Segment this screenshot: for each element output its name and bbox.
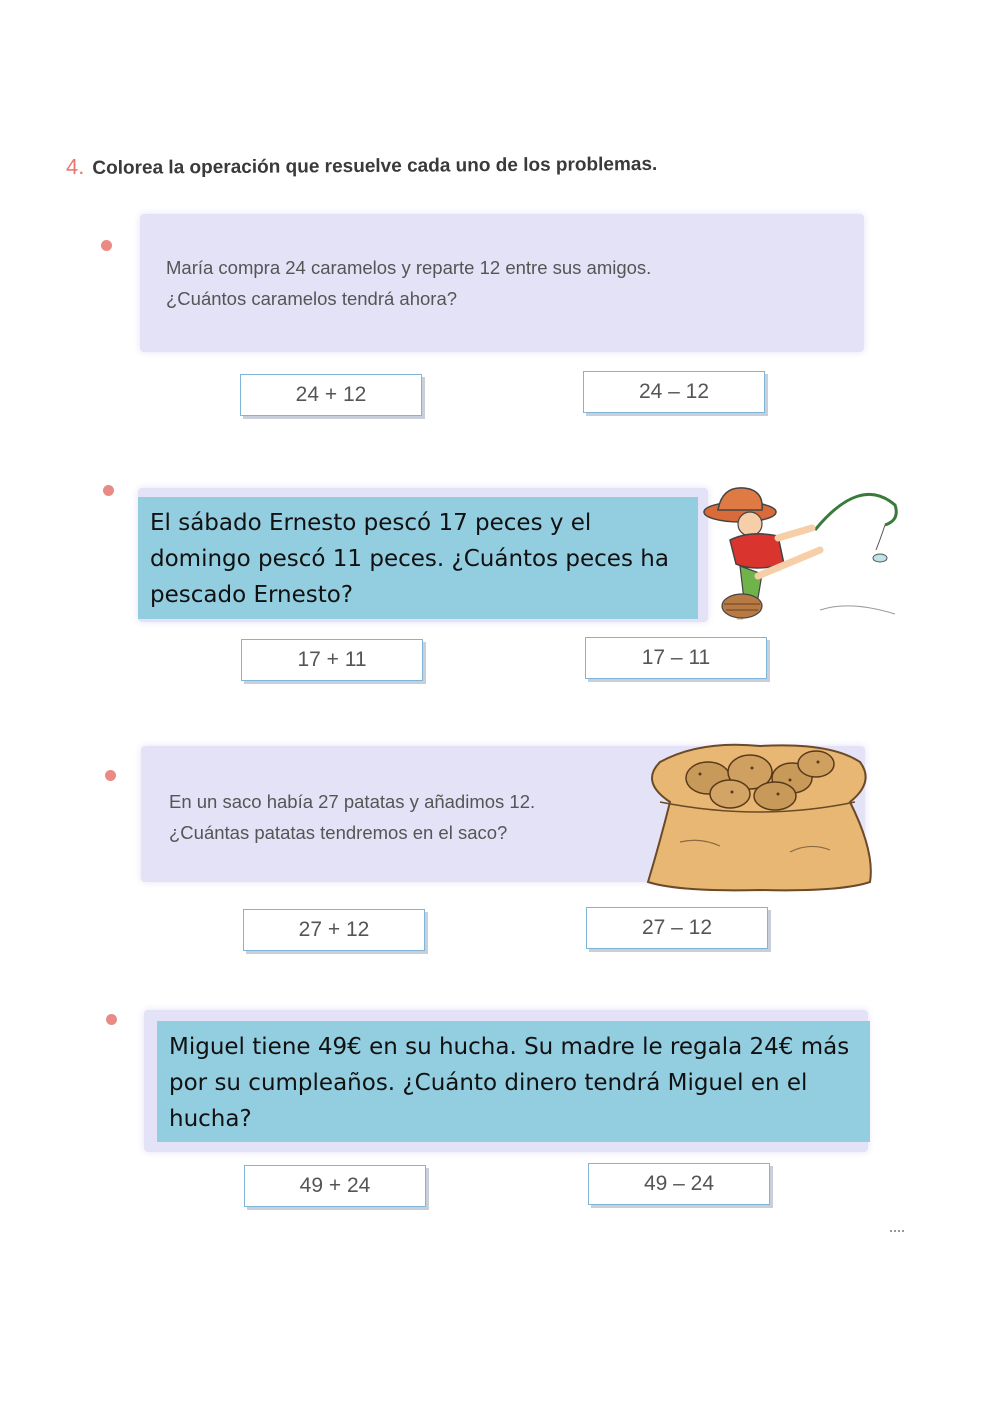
page-mark	[890, 1230, 904, 1232]
bullet-2	[103, 485, 114, 496]
potato-sack-icon	[640, 742, 880, 892]
option-3-add[interactable]: 27 + 12	[243, 909, 425, 951]
option-4-subtract[interactable]: 49 – 24	[588, 1163, 770, 1205]
exercise-heading	[66, 150, 657, 180]
problem-3-line-1: En un saco había 27 patatas y añadimos 12.	[169, 791, 536, 812]
option-3-subtract[interactable]: 27 – 12	[586, 907, 768, 949]
fisherman-icon	[700, 480, 900, 620]
problem-2-text: El sábado Ernesto pescó 17 peces y el domingo pescó 11 peces. ¿Cuántos peces ha pescado Ernesto?	[138, 497, 698, 619]
option-2-subtract[interactable]: 17 – 11	[585, 637, 767, 679]
exercise-number: 4.	[65, 153, 85, 180]
bullet-1	[101, 240, 112, 251]
bullet-3	[105, 770, 116, 781]
problem-1-line-1: María compra 24 caramelos y reparte 12 entre sus amigos.	[166, 257, 652, 278]
option-1-subtract[interactable]: 24 – 12	[583, 371, 765, 413]
option-2-add[interactable]: 17 + 11	[241, 639, 423, 681]
bullet-4	[106, 1014, 117, 1025]
problem-1-text	[166, 252, 651, 314]
problem-3-line-2: ¿Cuántas patatas tendremos en el saco?	[169, 822, 508, 843]
problem-1-line-2: ¿Cuántos caramelos tendrá ahora?	[166, 288, 458, 309]
option-1-add[interactable]: 24 + 12	[240, 374, 422, 416]
exercise-instruction: Colorea la operación que resuelve cada uno de los problemas.	[92, 153, 658, 179]
problem-3-text	[169, 786, 535, 848]
problem-4-text: Miguel tiene 49€ en su hucha. Su madre le regala 24€ más por su cumpleaños. ¿Cuánto dinero tendrá Miguel en el hucha?	[157, 1021, 870, 1142]
option-4-add[interactable]: 49 + 24	[244, 1165, 426, 1207]
